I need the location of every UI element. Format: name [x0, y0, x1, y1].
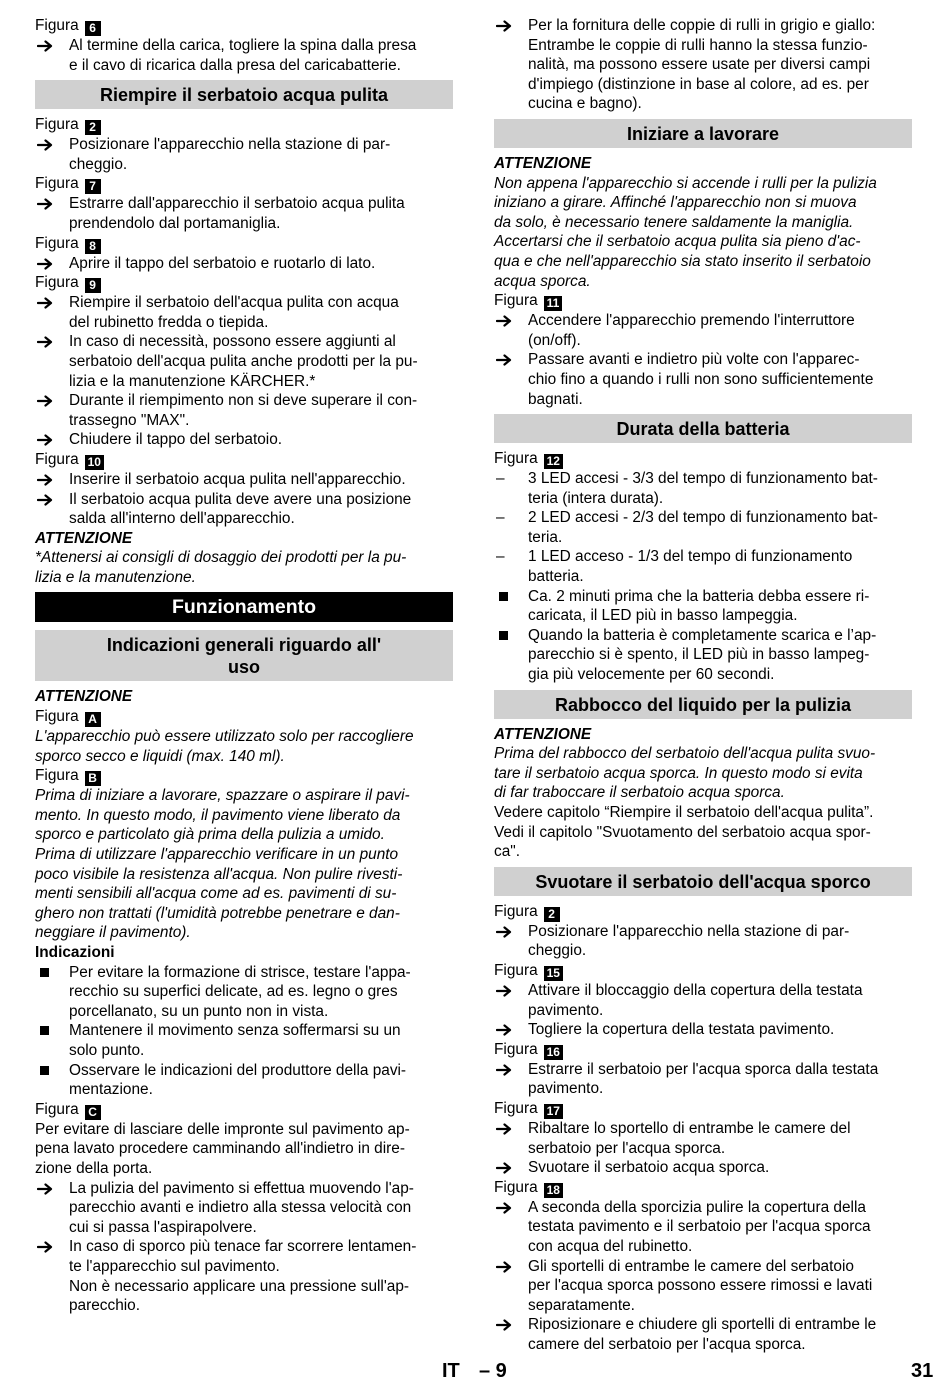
black-square-bullet — [496, 626, 524, 640]
right-arrow-icon — [496, 1060, 524, 1076]
text-line: teria. — [528, 528, 563, 546]
bullet-item — [35, 963, 453, 1022]
text-line: del rubinetto fredda o tiepida. — [69, 313, 269, 331]
instruction-step — [35, 36, 453, 75]
text-line: Per evitare di lasciare delle impronte sul pavimento ap- — [35, 1120, 410, 1138]
text-line: uso — [227, 657, 260, 678]
right-arrow-icon — [37, 1179, 65, 1195]
text-line: mento. In questo modo, il pavimento viene liberato da — [35, 806, 401, 824]
right-arrow-icon — [496, 922, 524, 938]
text-line: A seconda della sporcizia pulire la copertura della — [528, 1198, 866, 1216]
text-line: batteria. — [528, 568, 584, 586]
instruction-step — [35, 135, 453, 174]
text-line: 2 LED accesi - 2/3 del tempo di funzionamento bat- — [528, 509, 878, 527]
right-arrow-icon — [496, 981, 524, 997]
instruction-step — [494, 1060, 912, 1099]
instruction-step — [35, 194, 453, 233]
text-line: con acqua del rubinetto. — [528, 1237, 693, 1255]
attention-note — [35, 548, 453, 587]
instruction-step — [494, 311, 912, 350]
text-line: d'impiego (distinzione in base al colore, ad es. per — [528, 75, 869, 93]
right-arrow-icon — [37, 194, 65, 210]
right-arrow-icon — [37, 254, 65, 270]
text-line: parecchio si è spento, il LED più in basso lampeg- — [528, 646, 870, 664]
attention-label: ATTENZIONE — [494, 154, 592, 172]
figure-number-badge: 8 — [85, 239, 101, 254]
text-line: solo punto. — [69, 1041, 145, 1059]
right-arrow-icon — [496, 1198, 524, 1214]
text-line: Estrarre dall'apparecchio il serbatoio acqua pulita — [69, 195, 405, 213]
text-line: Chiudere il tappo del serbatoio. — [69, 431, 283, 449]
figure-number-badge: 6 — [85, 21, 101, 36]
figure-ref: Figura 2 — [35, 115, 453, 135]
text-line: 1 LED acceso - 1/3 del tempo di funzionamento — [528, 548, 853, 566]
text-line: Riempire il serbatoio dell'acqua pulita con acqua — [69, 294, 399, 312]
text-line: serbatoio dell'acqua pulita anche prodotti per la pu- — [69, 352, 418, 370]
text-line: Non appena l'apparecchio si accende i rulli per la pulizia — [494, 174, 877, 192]
text-line: cui si passa l'aspirapolvere. — [69, 1218, 257, 1236]
figure-ref: Figura B — [35, 766, 453, 786]
figure-number-badge: 10 — [85, 455, 104, 470]
text-line: da solo, è necessario tenere saldamente la maniglia. — [494, 213, 854, 231]
text-line: Prima del rabbocco del serbatoio dell'acqua pulita svuo- — [494, 745, 876, 763]
text-line: Ribaltare lo sportello di entrambe le camere del — [528, 1119, 851, 1137]
right-arrow-icon — [37, 391, 65, 407]
text-line: Attivare il bloccaggio della copertura della testata — [528, 981, 863, 999]
right-arrow-icon — [496, 1257, 524, 1273]
text-line: Prima di iniziare a lavorare, spazzare o aspirare il pavi- — [35, 787, 410, 805]
text-line: *Attenersi ai consigli di dosaggio dei prodotti per la pu- — [35, 549, 407, 567]
figure-number-badge: 9 — [85, 278, 101, 293]
figure-number-badge: 18 — [544, 1183, 563, 1198]
instruction-step — [35, 391, 453, 430]
text-line: Quando la batteria è completamente scarica e l’ap- — [528, 626, 877, 644]
section-heading-rabbocco: Rabbocco del liquido per la pulizia — [494, 690, 912, 719]
figure-ref: Figura 8 — [35, 234, 453, 254]
black-square-bullet — [37, 963, 65, 977]
text-line: cucina e bagno). — [528, 95, 642, 113]
figure-ref: Figura 9 — [35, 273, 453, 293]
figure-ref: Figura 6 — [35, 16, 453, 36]
dash-marker: – — [496, 548, 505, 566]
text-line: prendendolo dal portamaniglia. — [69, 214, 281, 232]
instruction-step — [494, 16, 912, 114]
paragraph — [35, 1120, 453, 1179]
attention-note — [35, 727, 453, 766]
text-line: In caso di necessità, possono essere aggiunti al — [69, 333, 396, 351]
text-line: Gli sportelli di entrambe le camere del serbatoio — [528, 1257, 854, 1275]
footer-local-page: – 9 — [479, 1360, 507, 1382]
instruction-step — [494, 922, 912, 961]
instruction-step — [494, 1315, 912, 1354]
black-square-bullet — [37, 1061, 65, 1075]
text-line: porcellanato, su un punto non in vista. — [69, 1002, 329, 1020]
text-line: Accendere l'apparecchio premendo l'interruttore — [528, 312, 855, 330]
text-line: camere del serbatoio per l'acqua sporca. — [528, 1335, 806, 1353]
text-line: cheggio. — [69, 155, 128, 173]
attention-note — [494, 744, 912, 803]
right-arrow-icon — [37, 430, 65, 446]
figure-number-badge: 2 — [544, 907, 560, 922]
dash-item — [494, 469, 912, 508]
text-line: per l'acqua sporca possono essere rimossi e lavati — [528, 1277, 873, 1295]
text-line: zione della porta. — [35, 1159, 153, 1177]
right-arrow-icon — [37, 332, 65, 348]
text-line: Accertarsi che il serbatoio acqua pulita sia pieno d'ac- — [494, 233, 861, 251]
text-line: sporco e particolato già prima della pulizia a umido. — [35, 826, 385, 844]
dash-marker: – — [496, 509, 505, 527]
text-line: sporco secco e liquidi (max. 140 ml). — [35, 747, 285, 765]
figure-ref: Figura 16 — [494, 1040, 912, 1060]
right-column — [494, 16, 912, 1354]
text-line: testata pavimento e il serbatoio per l'acqua sporca — [528, 1218, 871, 1236]
dash-item — [494, 547, 912, 586]
figure-number-badge: 7 — [85, 179, 101, 194]
text-line: poco visibile la resistenza all'acqua. Non pulire rivesti- — [35, 865, 403, 883]
text-line: neggiare il pavimento). — [35, 924, 191, 942]
dash-item — [494, 508, 912, 547]
figure-ref: Figura 2 — [494, 902, 912, 922]
text-line: parecchio. — [69, 1297, 141, 1315]
text-line: Al termine della carica, togliere la spina dalla presa — [69, 37, 417, 54]
instruction-step — [494, 1257, 912, 1316]
attention-label: ATTENZIONE — [35, 529, 133, 547]
text-line: La pulizia del pavimento si effettua muovendo l'ap- — [69, 1179, 414, 1197]
instruction-step — [35, 470, 453, 490]
figure-ref: Figura 12 — [494, 449, 912, 469]
instruction-step — [494, 1020, 912, 1040]
text-line: e il cavo di ricarica dalla presa del caricabatterie. — [69, 56, 401, 74]
text-line: Posizionare l'apparecchio nella stazione di par- — [69, 136, 391, 154]
footer-language: IT — [442, 1360, 460, 1382]
instruction-continuation — [35, 1277, 453, 1316]
text-line: Togliere la copertura della testata pavimento. — [528, 1021, 835, 1039]
figure-number-badge: 2 — [85, 120, 101, 135]
right-arrow-icon — [496, 1315, 524, 1331]
subheading-indicazioni: Indicazioni — [35, 944, 115, 961]
right-arrow-icon — [496, 16, 524, 32]
instruction-step — [35, 254, 453, 274]
text-line: Durante il riempimento non si deve superare il con- — [69, 392, 418, 410]
figure-ref: Figura 7 — [35, 174, 453, 194]
section-heading-svuotare: Svuotare il serbatoio dell'acqua sporco — [494, 867, 912, 896]
text-line: In caso di sporco più tenace far scorrere lentamen- — [69, 1238, 417, 1256]
figure-ref: Figura 11 — [494, 291, 912, 311]
text-line: lizia e la manutenzione KÄRCHER.* — [69, 372, 316, 390]
text-line: pavimento. — [528, 1080, 604, 1098]
figure-number-badge: C — [85, 1105, 101, 1120]
bullet-item — [494, 587, 912, 626]
black-square-bullet — [496, 587, 524, 601]
instruction-step — [35, 1179, 453, 1238]
text-line: Prima di utilizzare l'apparecchio verificare in un punto — [35, 846, 399, 864]
section-heading-durata: Durata della batteria — [494, 414, 912, 443]
text-line: Svuotare il serbatoio acqua sporca. — [528, 1159, 770, 1177]
text-line: teria (intera durata). — [528, 489, 664, 507]
text-line: serbatoio per l'acqua sporca. — [528, 1139, 726, 1157]
text-line: (on/off). — [528, 331, 581, 349]
text-line: Il serbatoio acqua pulita deve avere una posizione — [69, 490, 412, 508]
text-line: te l'apparecchio sul pavimento. — [69, 1257, 280, 1275]
instruction-step — [35, 490, 453, 529]
text-line: chio fino a quando i rulli non sono sufficientemente — [528, 370, 874, 388]
right-arrow-icon — [37, 293, 65, 309]
text-line: lizia e la manutenzione. — [35, 568, 196, 586]
footer-page-number: 31 — [911, 1360, 934, 1382]
text-line: tare il serbatoio acqua sporca. In questo modo si evita — [494, 764, 863, 782]
figure-ref: Figura A — [35, 707, 453, 727]
text-line: acqua sporca. — [494, 272, 591, 290]
text-line: Passare avanti e indietro più volte con l'apparec- — [528, 351, 860, 369]
text-line: recchio su superfici delicate, ad es. legno o gres — [69, 983, 398, 1001]
figure-ref: Figura C — [35, 1100, 453, 1120]
chapter-heading-funzionamento: Funzionamento — [35, 592, 453, 622]
figure-ref: Figura 17 — [494, 1099, 912, 1119]
text-line: bagnati. — [528, 390, 583, 408]
instruction-step — [494, 1198, 912, 1257]
text-line: L'apparecchio può essere utilizzato solo per raccogliere — [35, 728, 414, 746]
dash-marker: – — [496, 470, 505, 488]
text-line: salda all'interno dell'apparecchio. — [69, 510, 295, 528]
instruction-step — [35, 293, 453, 332]
right-arrow-icon — [496, 350, 524, 366]
text-line: di far traboccare il serbatoio acqua sporca. — [494, 784, 785, 802]
attention-label: ATTENZIONE — [35, 688, 133, 706]
figure-number-badge: A — [85, 712, 101, 727]
bullet-item — [494, 626, 912, 685]
bullet-item — [35, 1061, 453, 1100]
text-line: mentazione. — [69, 1081, 153, 1099]
instruction-step — [494, 350, 912, 409]
text-line: cheggio. — [528, 942, 587, 960]
text-line: pavimento. — [528, 1001, 604, 1019]
left-column — [35, 16, 453, 1316]
attention-label: ATTENZIONE — [494, 725, 592, 743]
section-heading-iniziare: Iniziare a lavorare — [494, 119, 912, 148]
black-square-bullet — [37, 1021, 65, 1035]
instruction-step — [494, 1119, 912, 1158]
instruction-step — [35, 430, 453, 450]
text-line: separatamente. — [528, 1296, 635, 1314]
attention-note — [494, 174, 912, 292]
text-line: pena lavato procedere camminando all'indietro in dire- — [35, 1140, 405, 1158]
text-line: trassegno "MAX". — [69, 411, 190, 429]
figure-number-badge: 12 — [544, 454, 563, 469]
right-arrow-icon — [496, 1158, 524, 1174]
instruction-step — [494, 1158, 912, 1178]
paragraph — [494, 803, 912, 862]
section-heading-riempire: Riempire il serbatoio acqua pulita — [35, 80, 453, 109]
bullet-item — [35, 1021, 453, 1060]
text-line: Indicazioni generali riguardo all' — [106, 635, 382, 656]
text-line: ghero non trattati (l'umidità potrebbe penetrare e dan- — [35, 904, 400, 922]
right-arrow-icon — [496, 1119, 524, 1135]
text-line: Non è necessario applicare una pressione sull'ap- — [69, 1277, 410, 1295]
text-line: Entrambe le coppie di rulli hanno la stessa funzio- — [528, 36, 868, 54]
figure-number-badge: 15 — [544, 966, 563, 981]
text-line: Estrarre il serbatoio per l'acqua sporca dalla testata — [528, 1060, 879, 1078]
right-arrow-icon — [37, 490, 65, 506]
figure-ref: Figura 18 — [494, 1178, 912, 1198]
figure-ref: Figura 15 — [494, 961, 912, 981]
figure-number-badge: 17 — [544, 1104, 563, 1119]
text-line: Per la fornitura delle coppie di rulli in grigio e giallo: — [528, 17, 876, 34]
text-line: caricata, il LED più in basso lampeggia. — [528, 607, 798, 625]
figure-number-badge: B — [85, 771, 101, 786]
text-line: ca". — [494, 843, 520, 861]
right-arrow-icon — [37, 36, 65, 52]
text-line: Per evitare la formazione di strisce, testare l'appa- — [69, 963, 411, 981]
figure-number-badge: 16 — [544, 1045, 563, 1060]
text-line: parecchio avanti e indietro alla stessa velocità con — [69, 1199, 412, 1217]
text-line: Osservare le indicazioni del produttore della pavi- — [69, 1061, 407, 1079]
instruction-step — [35, 1237, 453, 1276]
attention-note — [35, 786, 453, 943]
text-line: qua e che nell'apparecchio sia stato inserito il serbatoio — [494, 252, 871, 270]
text-line: Inserire il serbatoio acqua pulita nell'apparecchio. — [69, 470, 406, 488]
figure-ref: Figura 10 — [35, 450, 453, 470]
text-line: Posizionare l'apparecchio nella stazione di par- — [528, 922, 850, 940]
right-arrow-icon — [37, 1237, 65, 1253]
text-line: Ca. 2 minuti prima che la batteria debba essere ri- — [528, 587, 870, 605]
instruction-step — [35, 332, 453, 391]
right-arrow-icon — [37, 470, 65, 486]
text-line: gia più velocemente per 60 secondi. — [528, 666, 775, 684]
right-arrow-icon — [496, 1020, 524, 1036]
text-line: 3 LED accesi - 3/3 del tempo di funzionamento bat- — [528, 470, 878, 488]
right-arrow-icon — [37, 135, 65, 151]
text-line: Riposizionare e chiudere gli sportelli di entrambe le — [528, 1316, 877, 1334]
text-line: Vedi il capitolo "Svuotamento del serbatoio acqua spor- — [494, 823, 871, 841]
right-arrow-icon — [496, 311, 524, 327]
text-line: Aprire il tappo del serbatoio e ruotarlo di lato. — [69, 254, 376, 272]
instruction-step — [494, 981, 912, 1020]
section-heading-indicazioni — [35, 630, 453, 681]
figure-number-badge: 11 — [544, 296, 563, 311]
text-line: nalità, ma possono essere usate per diversi campi — [528, 56, 871, 74]
text-line: Mantenere il movimento senza soffermarsi su un — [69, 1022, 401, 1040]
text-line: menti sensibili all'acqua come ad es. pavimenti di su- — [35, 885, 397, 903]
text-line: Vedere capitolo “Riempire il serbatoio dell'acqua pulita”. — [494, 804, 874, 821]
text-line: iniziano a girare. Affinché l'apparecchio non si muova — [494, 194, 857, 212]
